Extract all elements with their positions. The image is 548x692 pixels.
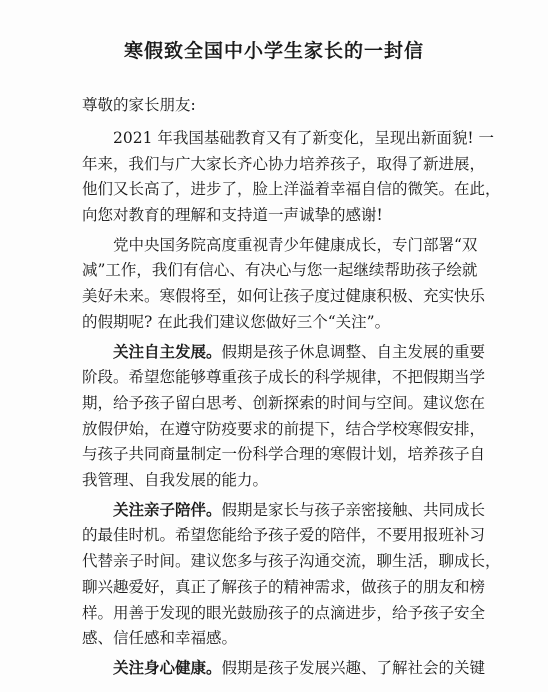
line-text: 聊兴趣爱好，真正了解孩子的精神需求，做孩子的朋友和榜	[82, 578, 486, 596]
line-text: 阶段。希望您能够尊重孩子成长的科学规律，不把假期当学	[82, 368, 486, 386]
line-text: 样。用善于发现的眼光鼓励孩子的点滴进步，给予孩子安全	[82, 604, 486, 622]
salutation: 尊敬的家长朋友:	[82, 96, 196, 114]
line-text: 我管理、自我发展的能力。	[82, 471, 269, 489]
line-text: 年来，我们与广大家长齐心协力培养孩子，取得了新进展，	[82, 155, 486, 173]
line-text: 他们又长高了，进步了，脸上洋溢着幸福自信的微笑。在此，	[82, 180, 501, 198]
line-text: 放假伊始，在遵守防疫要求的前提下，结合学校寒假安排，	[82, 420, 486, 438]
paragraph-line	[82, 312, 390, 332]
line-text: 期，给予孩子留白思考、创新探索的时间与空间。建议您在	[82, 394, 486, 412]
section-heading: 关注身心健康。	[113, 658, 222, 677]
line-text: 假期是家长与孩子亲密接触、共同成长	[221, 501, 486, 519]
line-text: 党中央国务院高度重视青少年健康成长，专门部署“双	[113, 236, 478, 254]
paragraph-line	[82, 179, 501, 199]
line-text: 假期是孩子发展兴趣、了解社会的关键	[221, 659, 486, 677]
paragraph-line	[82, 470, 268, 490]
paragraph-line	[82, 367, 485, 387]
paragraph-line	[113, 342, 485, 362]
line-text: 减”工作，我们有信心、有决心与您一起继续帮助孩子绘就	[82, 261, 478, 279]
paragraph-line	[113, 500, 485, 520]
line-text: 感、信任感和幸福感。	[82, 629, 238, 647]
paragraph-line	[82, 551, 501, 571]
section-heading: 关注亲子陪伴。	[113, 500, 222, 519]
paragraph-line	[82, 419, 485, 439]
line-text: 代替亲子时间。建议您多与孩子沟通交流，聊生活，聊成长，	[82, 552, 501, 570]
paragraph-line	[82, 628, 237, 648]
line-text: 与孩子共同商量制定一份科学合理的寒假计划，培养孩子自	[82, 445, 486, 463]
line-text: 2021 年我国基础教育又有了新变化，呈现出新面貌! 一	[113, 129, 495, 147]
paragraph-line	[82, 444, 485, 464]
line-text: 的最佳时机。希望您能给予孩子爱的陪伴，不要用报班补习	[82, 526, 486, 544]
paragraph-line	[82, 393, 485, 413]
paragraph-line	[82, 577, 485, 597]
paragraph-line	[82, 260, 477, 280]
letter-title: 寒假致全国中小学生家长的一封信	[123, 40, 424, 62]
line-text: 向您对教育的理解和支持道一声诚挚的感谢!	[82, 206, 383, 224]
paragraph-line	[113, 235, 477, 255]
paragraph-line	[113, 128, 494, 148]
section-heading: 关注自主发展。	[113, 342, 222, 361]
paragraph-line	[113, 658, 485, 678]
paragraph-line	[82, 205, 383, 225]
paragraph-line	[82, 286, 485, 306]
paragraph-line	[82, 603, 485, 623]
line-text: 的假期呢? 在此我们建议您做好三个“关注”。	[82, 313, 391, 331]
line-text: 美好未来。寒假将至，如何让孩子度过健康积极、充实快乐	[82, 287, 486, 305]
paragraph-line	[82, 154, 485, 174]
paragraph-line	[82, 525, 485, 545]
line-text: 假期是孩子休息调整、自主发展的重要	[221, 343, 486, 361]
